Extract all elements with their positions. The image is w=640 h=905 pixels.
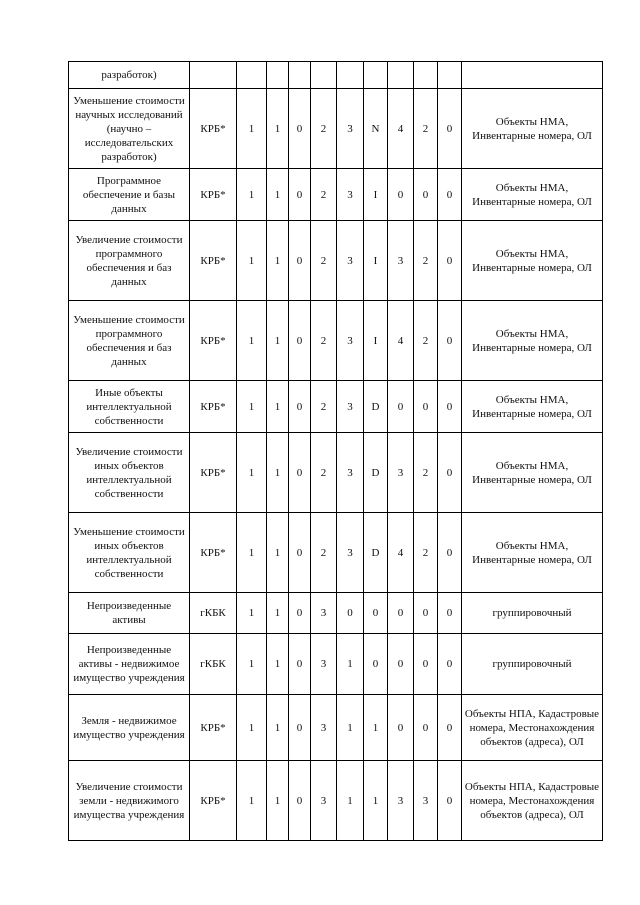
code-digit-cell: 0 [388, 381, 414, 433]
code-digit-cell [311, 62, 337, 89]
code-digit-cell [388, 62, 414, 89]
code-digit-cell: 1 [237, 634, 267, 695]
code-digit-cell: 2 [414, 221, 438, 301]
table-row [69, 89, 603, 169]
account-name-cell: Иные объекты интеллектуальной собственности [69, 381, 190, 433]
analytics-cell: Объекты НМА, Инвентарные номера, ОЛ [462, 221, 603, 301]
code-digit-cell: D [364, 381, 388, 433]
account-type-cell [190, 62, 237, 89]
code-digit-cell: 3 [311, 634, 337, 695]
table-row [69, 513, 603, 593]
code-digit-cell: 0 [289, 433, 311, 513]
code-digit-cell: 4 [388, 513, 414, 593]
account-type-cell: КРБ* [190, 513, 237, 593]
code-digit-cell: 0 [388, 169, 414, 221]
code-digit-cell: 0 [289, 169, 311, 221]
code-digit-cell [438, 62, 462, 89]
code-digit-cell: 1 [267, 169, 289, 221]
code-digit-cell: 0 [289, 593, 311, 634]
account-type-cell: КРБ* [190, 381, 237, 433]
account-name-cell: Непроизведенные активы - недвижимое имущество учреждения [69, 634, 190, 695]
code-digit-cell: 1 [237, 301, 267, 381]
account-type-cell: КРБ* [190, 89, 237, 169]
code-digit-cell: 3 [337, 169, 364, 221]
code-digit-cell [364, 62, 388, 89]
code-digit-cell: 0 [364, 634, 388, 695]
code-digit-cell: 3 [388, 221, 414, 301]
table-row [69, 634, 603, 695]
code-digit-cell: 0 [438, 221, 462, 301]
code-digit-cell: 0 [289, 89, 311, 169]
code-digit-cell: 0 [289, 221, 311, 301]
account-type-cell: КРБ* [190, 221, 237, 301]
account-name-cell: Земля - недвижимое имущество учреждения [69, 695, 190, 761]
code-digit-cell: 2 [311, 169, 337, 221]
analytics-cell: Объекты НМА, Инвентарные номера, ОЛ [462, 89, 603, 169]
code-digit-cell: 0 [388, 634, 414, 695]
account-name-cell: Увеличение стоимости иных объектов интеллектуальной собственности [69, 433, 190, 513]
account-name-cell: Уменьшение стоимости иных объектов интеллектуальной собственности [69, 513, 190, 593]
code-digit-cell: 1 [237, 513, 267, 593]
code-digit-cell [267, 62, 289, 89]
code-digit-cell: D [364, 433, 388, 513]
accounts-table [68, 61, 603, 841]
code-digit-cell: 0 [438, 433, 462, 513]
analytics-cell: группировочный [462, 593, 603, 634]
code-digit-cell: 2 [311, 89, 337, 169]
code-digit-cell: 0 [289, 634, 311, 695]
code-digit-cell: 4 [388, 89, 414, 169]
code-digit-cell: I [364, 301, 388, 381]
code-digit-cell: 1 [237, 221, 267, 301]
code-digit-cell: 1 [267, 695, 289, 761]
code-digit-cell: 3 [337, 301, 364, 381]
analytics-cell: Объекты НПА, Кадастровые номера, Местонахождения объектов (адреса), ОЛ [462, 695, 603, 761]
code-digit-cell: 2 [311, 301, 337, 381]
code-digit-cell: 1 [267, 593, 289, 634]
code-digit-cell: 0 [289, 513, 311, 593]
code-digit-cell: 0 [438, 89, 462, 169]
code-digit-cell: 0 [289, 381, 311, 433]
code-digit-cell: 3 [337, 433, 364, 513]
code-digit-cell: 0 [388, 695, 414, 761]
code-digit-cell: 1 [237, 381, 267, 433]
code-digit-cell: 2 [311, 221, 337, 301]
code-digit-cell: 1 [267, 761, 289, 841]
analytics-cell: Объекты НМА, Инвентарные номера, ОЛ [462, 169, 603, 221]
code-digit-cell: 0 [289, 761, 311, 841]
account-name-cell: Увеличение стоимости программного обеспечения и баз данных [69, 221, 190, 301]
account-type-cell: КРБ* [190, 433, 237, 513]
code-digit-cell: 0 [414, 169, 438, 221]
code-digit-cell: 1 [237, 433, 267, 513]
account-name-cell: Уменьшение стоимости научных исследований (научно – исследовательских разработок) [69, 89, 190, 169]
code-digit-cell: D [364, 513, 388, 593]
code-digit-cell [237, 62, 267, 89]
table-row [69, 221, 603, 301]
code-digit-cell: 3 [337, 221, 364, 301]
code-digit-cell: 0 [414, 381, 438, 433]
code-digit-cell: 0 [438, 634, 462, 695]
code-digit-cell: 3 [388, 761, 414, 841]
code-digit-cell: 2 [311, 433, 337, 513]
code-digit-cell: 0 [414, 593, 438, 634]
analytics-cell [462, 62, 603, 89]
code-digit-cell: 0 [289, 695, 311, 761]
table-row [69, 381, 603, 433]
table-row [69, 62, 603, 89]
code-digit-cell: 0 [364, 593, 388, 634]
code-digit-cell: 1 [364, 695, 388, 761]
code-digit-cell [337, 62, 364, 89]
code-digit-cell: I [364, 169, 388, 221]
code-digit-cell: 1 [337, 634, 364, 695]
account-type-cell: гКБК [190, 593, 237, 634]
table-row [69, 433, 603, 513]
code-digit-cell: 1 [237, 89, 267, 169]
code-digit-cell: 1 [267, 301, 289, 381]
code-digit-cell: 1 [237, 593, 267, 634]
account-type-cell: КРБ* [190, 761, 237, 841]
code-digit-cell: 1 [237, 761, 267, 841]
table-row [69, 695, 603, 761]
code-digit-cell: 1 [364, 761, 388, 841]
code-digit-cell: 2 [414, 513, 438, 593]
analytics-cell: группировочный [462, 634, 603, 695]
code-digit-cell: 3 [388, 433, 414, 513]
analytics-cell: Объекты НМА, Инвентарные номера, ОЛ [462, 301, 603, 381]
code-digit-cell: 0 [438, 301, 462, 381]
table-row [69, 301, 603, 381]
analytics-cell: Объекты НМА, Инвентарные номера, ОЛ [462, 433, 603, 513]
code-digit-cell: 3 [311, 593, 337, 634]
code-digit-cell: N [364, 89, 388, 169]
code-digit-cell: 2 [311, 381, 337, 433]
code-digit-cell: 0 [438, 513, 462, 593]
code-digit-cell: 1 [267, 381, 289, 433]
code-digit-cell: 0 [289, 301, 311, 381]
account-name-cell: Уменьшение стоимости программного обеспечения и баз данных [69, 301, 190, 381]
account-name-cell: разработок) [69, 62, 190, 89]
code-digit-cell: 1 [267, 634, 289, 695]
account-type-cell: КРБ* [190, 169, 237, 221]
code-digit-cell: 3 [337, 513, 364, 593]
code-digit-cell: 1 [267, 89, 289, 169]
code-digit-cell: 0 [438, 593, 462, 634]
account-type-cell: КРБ* [190, 695, 237, 761]
code-digit-cell: 3 [414, 761, 438, 841]
code-digit-cell: 1 [237, 695, 267, 761]
code-digit-cell: I [364, 221, 388, 301]
code-digit-cell: 3 [311, 695, 337, 761]
code-digit-cell: 0 [438, 695, 462, 761]
account-type-cell: КРБ* [190, 301, 237, 381]
code-digit-cell: 2 [414, 433, 438, 513]
code-digit-cell: 0 [438, 169, 462, 221]
code-digit-cell: 1 [267, 221, 289, 301]
account-name-cell: Программное обеспечение и базы данных [69, 169, 190, 221]
code-digit-cell: 3 [311, 761, 337, 841]
code-digit-cell [289, 62, 311, 89]
account-name-cell: Непроизведенные активы [69, 593, 190, 634]
code-digit-cell: 0 [438, 381, 462, 433]
code-digit-cell: 1 [267, 433, 289, 513]
analytics-cell: Объекты НМА, Инвентарные номера, ОЛ [462, 381, 603, 433]
code-digit-cell: 1 [337, 761, 364, 841]
table-row [69, 169, 603, 221]
analytics-cell: Объекты НМА, Инвентарные номера, ОЛ [462, 513, 603, 593]
table-row [69, 593, 603, 634]
code-digit-cell: 1 [267, 513, 289, 593]
code-digit-cell: 3 [337, 381, 364, 433]
code-digit-cell: 2 [414, 301, 438, 381]
code-digit-cell: 4 [388, 301, 414, 381]
code-digit-cell: 0 [438, 761, 462, 841]
code-digit-cell: 3 [337, 89, 364, 169]
code-digit-cell: 1 [237, 169, 267, 221]
code-digit-cell: 0 [388, 593, 414, 634]
account-type-cell: гКБК [190, 634, 237, 695]
table-row [69, 761, 603, 841]
code-digit-cell: 2 [311, 513, 337, 593]
analytics-cell: Объекты НПА, Кадастровые номера, Местонахождения объектов (адреса), ОЛ [462, 761, 603, 841]
code-digit-cell: 2 [414, 89, 438, 169]
code-digit-cell: 0 [337, 593, 364, 634]
code-digit-cell: 1 [337, 695, 364, 761]
code-digit-cell [414, 62, 438, 89]
code-digit-cell: 0 [414, 634, 438, 695]
account-name-cell: Увеличение стоимости земли - недвижимого имущества учреждения [69, 761, 190, 841]
code-digit-cell: 0 [414, 695, 438, 761]
